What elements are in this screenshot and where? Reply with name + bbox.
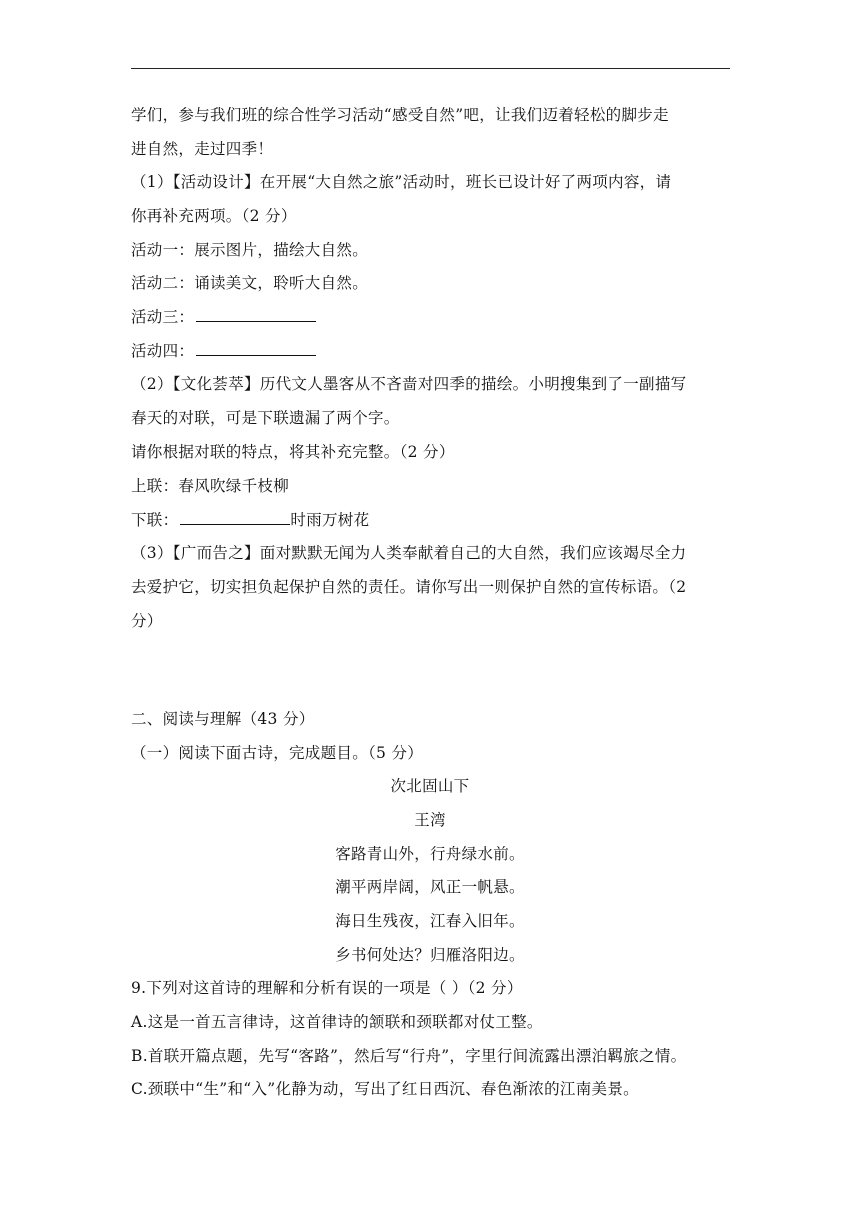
poem-title: 次北固山下 <box>390 777 470 795</box>
poem-line: 潮平两岸阔，风正一帆悬。 <box>335 878 525 896</box>
q2-line-2: 春天的对联，可是下联遗漏了两个字。 <box>131 409 400 427</box>
intro-line-1: 学们，参与我们班的综合性学习活动“感受自然”吧，让我们迈着轻松的脚步走 <box>131 106 669 124</box>
poem-line: 海日生残夜，江春入旧年。 <box>335 912 525 930</box>
couplet-lower-tail: 时雨万树花 <box>290 511 370 529</box>
q3-line-1: （3）【广而告之】面对默默无闻为人类奉献着自己的大自然，我们应该竭尽全力 <box>131 544 687 562</box>
couplet-lower-blank[interactable] <box>180 510 290 525</box>
couplet-lower <box>131 510 731 530</box>
activity-3-label: 活动三： <box>131 308 195 326</box>
poem-author: 王湾 <box>414 811 446 829</box>
activity-3-blank[interactable] <box>196 307 316 322</box>
q1-activity-3 <box>131 307 731 327</box>
q1-activity-1: 活动一：展示图片，描绘大自然。 <box>131 241 369 259</box>
couplet-upper: 上联：春风吹绿千枝柳 <box>131 477 290 495</box>
poem-line: 乡书何处达？归雁洛阳边。 <box>335 946 525 964</box>
q2-line-3: 请你根据对联的特点，将其补充完整。（2 分） <box>131 443 455 461</box>
q1-activity-4 <box>131 341 731 361</box>
q9-option-b: B.首联开篇点题，先写“客路”，然后写“行舟”，字里行间流露出漂泊羁旅之情。 <box>131 1047 687 1065</box>
q2-line-1: （2）【文化荟萃】历代文人墨客从不吝啬对四季的描绘。小明搜集到了一副描写 <box>131 375 687 393</box>
poem-line: 客路青山外，行舟绿水前。 <box>335 845 525 863</box>
q9-option-a: A.这是一首五言律诗，这首律诗的颔联和颈联都对仗工整。 <box>131 1013 543 1031</box>
q3-line-2: 去爱护它，切实担负起保护自然的责任。请你写出一则保护自然的宣传标语。（2 <box>131 578 687 596</box>
q1-activity-2: 活动二：诵读美文，聆听大自然。 <box>131 274 369 292</box>
activity-4-label: 活动四： <box>131 342 195 360</box>
q9-stem: 9.下列对这首诗的理解和分析有误的一项是（ ）（2 分） <box>131 979 523 997</box>
activity-4-blank[interactable] <box>196 341 316 356</box>
couplet-lower-label: 下联： <box>131 511 179 529</box>
section-2-sub-1: （一）阅读下面古诗，完成题目。（5 分） <box>131 744 424 762</box>
q1-line-2: 你再补充两项。（2 分） <box>131 207 297 225</box>
q3-line-3: 分） <box>131 612 163 630</box>
header-rule <box>131 68 730 69</box>
intro-line-2: 进自然，走过四季！ <box>131 140 274 158</box>
section-2-title: 二、阅读与理解（43 分） <box>131 710 315 728</box>
q9-option-c: C.颈联中“生”和“入”化静为动，写出了红日西沉、春色渐浓的江南美景。 <box>131 1080 639 1098</box>
q1-line-1: （1）【活动设计】在开展“大自然之旅”活动时，班长已设计好了两项内容，请 <box>131 173 672 191</box>
